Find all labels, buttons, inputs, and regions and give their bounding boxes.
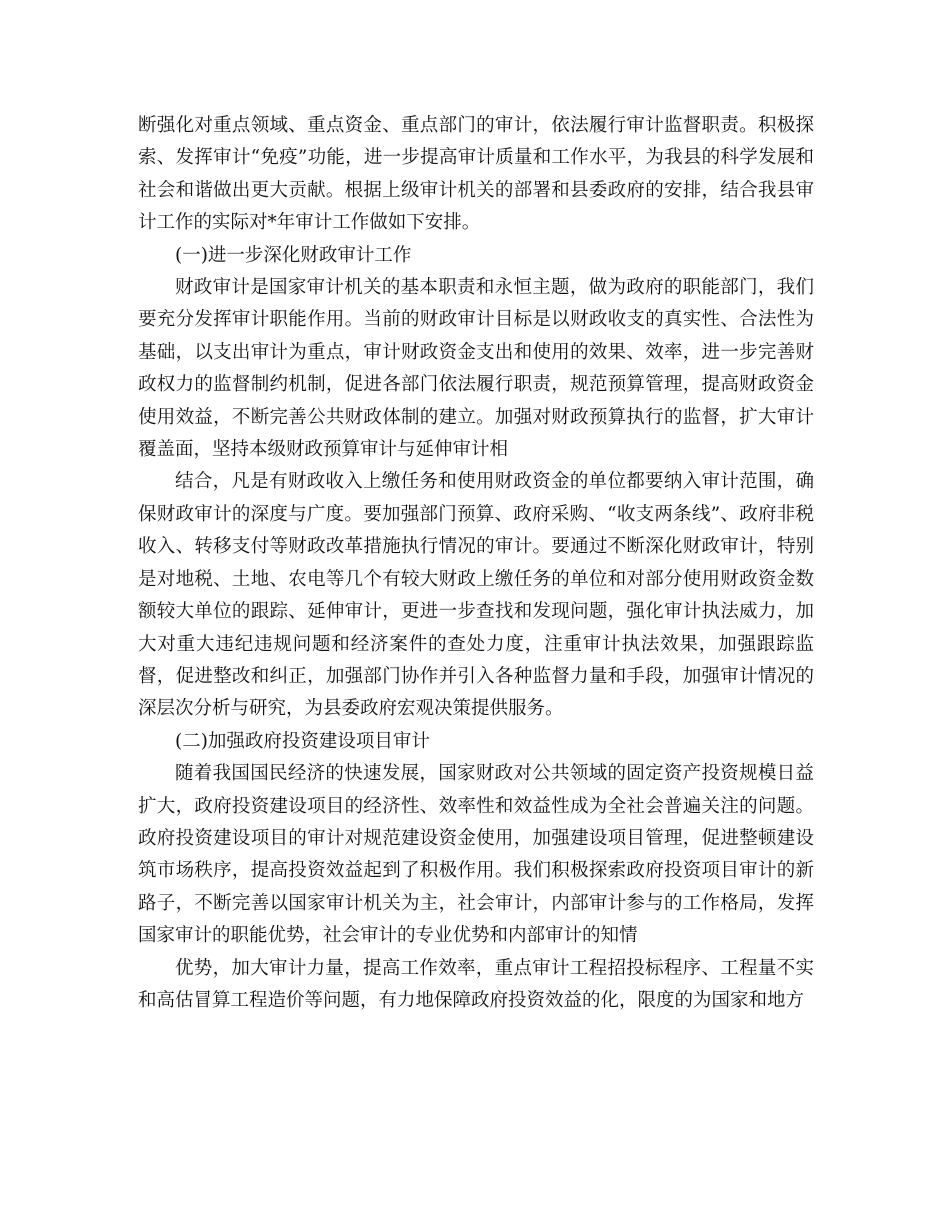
section-heading-2: (二)加强政府投资建设项目审计 [175, 730, 430, 752]
body-paragraph: 断强化对重点领域、重点资金、重点部门的审计，依法履行审计监督职责。积极探索、发挥审计“免疫”功能，进一步提高审计质量和工作水平，为我县的科学发展和社会和谐做出更大贡献。根据上级审计机关的部署和县委政府的安排，结合我县审计工作的实际对*年审计工作做如下安排。 [138, 115, 814, 234]
body-paragraph: 随着我国国民经济的快速发展，国家财政对公共领域的固定资产投资规模日益扩大，政府投资建设项目的经济性、效率性和效益性成为全社会普遍关注的问题。政府投资建设项目的审计对规范建设资金使用，加强建设项目管理，促进整顿建设筑市场秩序，提高投资效益起到了积极作用。我们积极探索政府投资项目审计的新路子，不断完善以国家审计机关为主，社会审计，内部审计参与的工作格局，发挥国家审计的职能优势，社会审计的专业优势和内部审计的知情 [138, 763, 814, 947]
body-paragraph: 优势，加大审计力量，提高工作效率，重点审计工程招投标程序、工程量不实和高估冒算工程造价等问题，有力地保障政府投资效益的化，限度的为国家和地方 [138, 957, 814, 1011]
body-paragraph: 财政审计是国家审计机关的基本职责和永恒主题，做为政府的职能部门，我们要充分发挥审计职能作用。当前的财政审计目标是以财政收支的真实性、合法性为基础，以支出审计为重点，审计财政资金支出和使用的效果、效率，进一步完善财政权力的监督制约机制，促进各部门依法履行职责，规范预算管理，提高财政资金使用效益，不断完善公共财政体制的建立。加强对财政预算执行的监督，扩大审计覆盖面，坚持本级财政预算审计与延伸审计相 [138, 277, 814, 461]
body-paragraph: 结合，凡是有财政收入上缴任务和使用财政资金的单位都要纳入审计范围，确保财政审计的深度与广度。要加强部门预算、政府采购、“收支两条线”、政府非税收入、转移支付等财政改革措施执行情况的审计。要通过不断深化财政审计，特别是对地税、土地、农电等几个有较大财政上缴任务的单位和对部分使用财政资金数额较大单位的跟踪、延伸审计，更进一步查找和发现问题，强化审计执法威力，加大对重大违纪违规问题和经济案件的查处力度，注重审计执法效果，加强跟踪监督，促进整改和纠正，加强部门协作并引入各种监督力量和手段，加强审计情况的深层次分析与研究，为县委政府宏观决策提供服务。 [138, 471, 814, 720]
section-heading-1: (一)进一步深化财政审计工作 [175, 244, 412, 266]
document-body [138, 110, 814, 1017]
